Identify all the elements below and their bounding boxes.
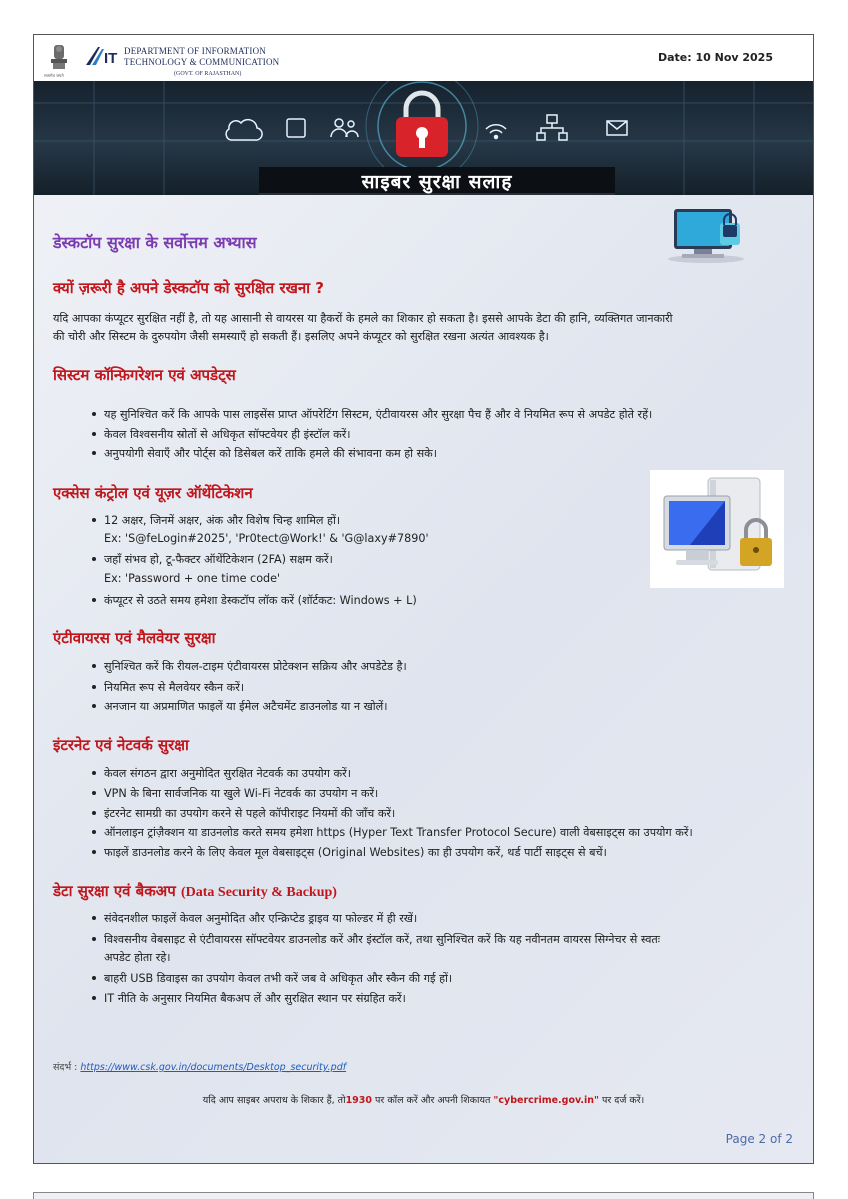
- it-logo-icon: [84, 43, 120, 69]
- why-text-line1: यदि आपका कंप्यूटर सुरक्षित नहीं है, तो यह आसानी से वायरस या हैकरों के हमले का शिकार हो सकता है। इससे आपके डेटा की हानि, व्यक्तिगत जानकारी: [53, 312, 673, 325]
- why-heading: क्यों ज़रूरी है अपने डेस्कटॉप को सुरक्षित रखना ?: [53, 279, 324, 297]
- helpline-site: "cybercrime.gov.in": [493, 1095, 599, 1106]
- advisory-page: [33, 34, 814, 1164]
- list-item: विश्वसनीय वेबसाइट से एंटीवायरस सॉफ्टवेयर डाउनलोड करें और इंस्टॉल करें, तथा सुनिश्चित करें कि यह नवीनतम वायरस सिग्नेचर से स्वतः: [104, 933, 661, 946]
- emblem-caption: सत्यमेव जयते: [44, 73, 64, 78]
- password-example: Ex: 'S@feLogin#2025', 'Pr0tect@Work!' & 'G@laxy#7890': [104, 532, 429, 545]
- banner-title: साइबर सुरक्षा सलाह: [361, 171, 513, 193]
- banner: [34, 81, 813, 195]
- list-item: बाहरी USB डिवाइस का उपयोग केवल तभी करें जब वे अधिकृत और स्कैन की गई हों।: [104, 972, 453, 985]
- internet-heading: इंटरनेट एवं नेटवर्क सुरक्षा: [53, 736, 189, 754]
- page-number: Page 2 of 2: [725, 1132, 793, 1146]
- data-heading: [53, 881, 337, 901]
- list-item: संवेदनशील फाइलें केवल अनुमोदित और एन्क्रिप्टेड ड्राइव या फोल्डर में ही रखें।: [104, 912, 418, 925]
- list-item: केवल विश्वसनीय स्रोतों से अधिकृत सॉफ्टवेयर ही इंस्टॉल करें।: [104, 428, 351, 441]
- main-title: डेस्कटॉप सुरक्षा के सर्वोत्तम अभ्यास: [53, 233, 257, 252]
- desktop-lock-icon: [664, 205, 744, 263]
- next-page-edge: [33, 1192, 814, 1199]
- list-item: सुनिश्चित करें कि रीयल-टाइम एंटीवायरस प्रोटेक्शन सक्रिय और अपडेटेड है।: [104, 660, 407, 673]
- chip-icon: [287, 119, 305, 137]
- list-item: 12 अक्षर, जिनमें अक्षर, अंक और विशेष चिन्ह शामिल हों।: [104, 514, 341, 527]
- network-icon: [537, 115, 567, 140]
- computer-padlock-image: [650, 470, 784, 588]
- system-heading: सिस्टम कॉन्फ़िगरेशन एवं अपडेट्स: [53, 366, 236, 384]
- page-header: [34, 35, 813, 81]
- list-item: जहाँ संभव हो, टू-फैक्टर ऑथेंटिकेशन (2FA) सक्षम करें।: [104, 553, 333, 566]
- reference: [53, 1060, 346, 1073]
- helpline-pre: यदि आप साइबर अपराध के शिकार हैं, तो: [202, 1095, 346, 1106]
- list-item: फाइलें डाउनलोड करने के लिए केवल मूल वेबसाइट्स (Original Websites) का ही उपयोग करें, थर्ड पार्टी साइट्स से बचें।: [104, 846, 607, 859]
- dept-govt: (GOVT. OF RAJASTHAN): [174, 71, 242, 77]
- data-heading-english: (Data Security & Backup): [181, 885, 337, 900]
- helpline-note: [34, 1093, 813, 1106]
- list-item: नियमित रूप से मैलवेयर स्कैन करें।: [104, 681, 245, 694]
- helpline-number: 1930: [345, 1095, 373, 1106]
- helpline-mid: पर कॉल करें और अपनी शिकायत: [372, 1095, 494, 1106]
- data-heading-hindi: डेटा सुरक्षा एवं बैकअप: [53, 882, 176, 900]
- banner-title-box: [259, 167, 615, 195]
- antivirus-heading: एंटीवायरस एवं मैलवेयर सुरक्षा: [53, 629, 216, 647]
- list-item: यह सुनिश्चित करें कि आपके पास लाइसेंस प्राप्त ऑपरेटिंग सिस्टम, एंटीवायरस और सुरक्षा पैच हैं और वे नियमित रूप से अपडेट होते रहें।: [104, 408, 653, 421]
- access-heading: एक्सेस कंट्रोल एवं यूज़र ऑथेंटिकेशन: [53, 484, 253, 502]
- wifi-icon: [486, 125, 506, 139]
- list-item: VPN के बिना सार्वजनिक या खुले Wi-Fi नेटवर्क का उपयोग न करें।: [104, 787, 379, 800]
- 2fa-example: Ex: 'Password + one time code': [104, 572, 281, 585]
- list-item: ऑनलाइन ट्रांज़ैक्शन या डाउनलोड करते समय हमेशा https (Hyper Text Transfer Protocol Secure) वाली वेबसाइट्स का उपयोग करें।: [104, 826, 693, 839]
- list-item: इंटरनेट सामग्री का उपयोग करने से पहले कॉपीराइट नियमों की जाँच करें।: [104, 807, 396, 820]
- reference-label: संदर्भ :: [53, 1062, 78, 1073]
- dept-name-line1: DEPARTMENT OF INFORMATION: [124, 46, 266, 56]
- list-item: अनुपयोगी सेवाएँ और पोर्ट्स को डिसेबल करें ताकि हमले की संभावना कम हो सके।: [104, 447, 437, 460]
- cloud-icon: [226, 120, 262, 140]
- helpline-post: पर दर्ज करें।: [598, 1095, 645, 1106]
- why-text-line2: की चोरी और सिस्टम के दुरुपयोग जैसी समस्याएँ हो सकती हैं। इसलिए अपने कंप्यूटर को सुरक्षित रखना अत्यंत आवश्यक है।: [53, 330, 549, 343]
- advisory-date: Date: 10 Nov 2025: [657, 51, 773, 64]
- list-item: IT नीति के अनुसार नियमित बैकअप लें और सुरक्षित स्थान पर संग्रहित करें।: [104, 992, 406, 1005]
- list-item: केवल संगठन द्वारा अनुमोदित सुरक्षित नेटवर्क का उपयोग करें।: [104, 767, 351, 780]
- reference-link[interactable]: https://www.csk.gov.in/documents/Desktop_security.pdf: [80, 1062, 347, 1073]
- list-item: अनजान या अप्रमाणित फाइलें या ईमेल अटैचमेंट डाउनलोड या न खोलें।: [104, 700, 388, 713]
- list-item-continued: अपडेट होता रहे।: [104, 951, 171, 964]
- dept-name-line2: TECHNOLOGY & COMMUNICATION: [124, 57, 280, 67]
- national-emblem-icon: [48, 43, 70, 73]
- it-logo-text: IT: [104, 50, 118, 67]
- list-item: कंप्यूटर से उठते समय हमेशा डेस्कटॉप लॉक करें (शॉर्टकट: Windows + L): [104, 594, 417, 607]
- users-icon: [331, 119, 358, 137]
